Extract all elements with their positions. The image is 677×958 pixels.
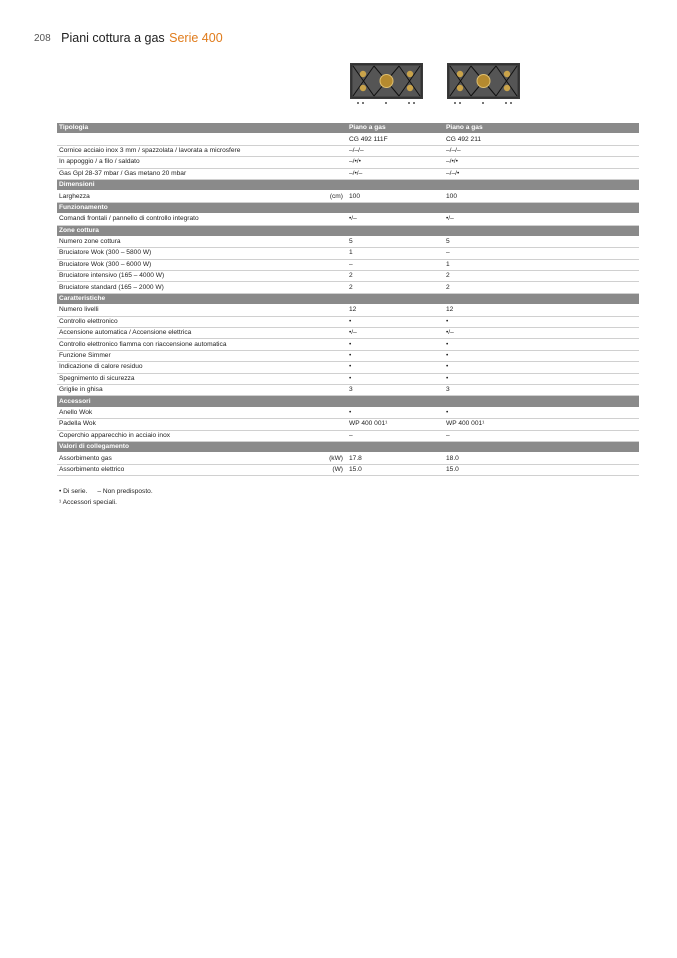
page-number: 208	[34, 33, 51, 44]
row-label: Bruciatore intensivo (165 – 4000 W)	[59, 272, 165, 280]
section-col3	[444, 202, 639, 213]
value-model-1: •	[347, 407, 444, 418]
row-label: Numero livelli	[59, 306, 99, 314]
value-model-2: 2	[444, 271, 639, 282]
section-col2: Piano a gas	[347, 123, 444, 134]
row-label-cell	[57, 305, 347, 316]
row-label: Funzione Simmer	[59, 352, 111, 359]
row-label: Assorbimento gas	[59, 454, 112, 462]
row-label: Anello Wok	[59, 408, 93, 416]
section-title: Caratteristiche	[57, 293, 347, 304]
section-col2	[347, 441, 444, 452]
value-model-2: 3	[444, 384, 639, 395]
section-col3	[444, 225, 639, 236]
value-model-2: 15.0	[444, 464, 639, 475]
table-row	[57, 134, 639, 145]
row-label-cell	[57, 362, 347, 373]
value-model-2: 12	[444, 305, 639, 316]
value-model-2: •/–	[444, 214, 639, 225]
table-row	[57, 271, 639, 282]
row-label-cell	[57, 328, 347, 339]
value-model-2: •	[444, 407, 639, 418]
value-model-1: •	[347, 362, 444, 373]
value-model-2: CG 492 211	[444, 134, 639, 145]
value-model-1: •	[347, 316, 444, 327]
table-row	[57, 305, 639, 316]
row-label-cell	[57, 419, 347, 430]
table-row	[57, 453, 639, 464]
row-label: Coperchio apparecchio in acciaio inox	[59, 431, 171, 439]
section-header	[57, 293, 639, 304]
row-label-cell	[57, 236, 347, 247]
table-row	[57, 407, 639, 418]
row-label: Controllo elettronico fiamma con riaccensione automatica	[59, 340, 227, 348]
note-series: • Di serie.	[59, 488, 88, 495]
table-row	[57, 350, 639, 361]
section-title: Valori di collegamento	[57, 441, 347, 452]
section-title: Zone cottura	[57, 225, 347, 236]
value-model-2: –	[444, 248, 639, 259]
table-row	[57, 362, 639, 373]
section-header	[57, 179, 639, 190]
row-label-cell	[57, 339, 347, 350]
section-col3	[444, 396, 639, 407]
value-model-2: –	[444, 430, 639, 441]
value-model-2: 100	[444, 191, 639, 202]
row-label-cell	[57, 248, 347, 259]
table-row	[57, 339, 639, 350]
row-label: Cornice acciaio inox 3 mm / spazzolata / lavorata a microsfere	[59, 146, 241, 154]
value-model-2: –/–/–	[444, 145, 639, 156]
table-row	[57, 328, 639, 339]
section-title: Accessori	[57, 396, 347, 407]
section-col2	[347, 396, 444, 407]
row-label: Assorbimento elettrico	[59, 465, 125, 473]
value-model-1: –/•/•	[347, 157, 444, 168]
value-model-2: 18.0	[444, 453, 639, 464]
value-model-2: •	[444, 339, 639, 350]
value-model-1: 100	[347, 191, 444, 202]
value-model-2: •	[444, 316, 639, 327]
section-col2	[347, 293, 444, 304]
value-model-1: •	[347, 339, 444, 350]
row-label-cell	[57, 384, 347, 395]
row-label: Bruciatore standard (165 – 2000 W)	[59, 283, 164, 291]
row-label-cell	[57, 453, 347, 464]
value-model-1: 2	[347, 282, 444, 293]
value-model-2: •	[444, 362, 639, 373]
series-label: Serie 400	[169, 31, 223, 45]
value-model-1: •	[347, 373, 444, 384]
table-row	[57, 464, 639, 475]
value-model-2: –/–/•	[444, 168, 639, 179]
value-model-1: 15.0	[347, 464, 444, 475]
note-not-available: – Non predisposto.	[97, 488, 153, 495]
value-model-2: 5	[444, 236, 639, 247]
value-model-2: •	[444, 373, 639, 384]
value-model-1: –	[347, 430, 444, 441]
value-model-1: •/–	[347, 328, 444, 339]
row-label: Spegnimento di sicurezza	[59, 374, 135, 382]
value-model-1: 1	[347, 248, 444, 259]
section-header	[57, 202, 639, 213]
table-row	[57, 236, 639, 247]
value-model-1: •/–	[347, 214, 444, 225]
section-col3: Piano a gas	[444, 123, 639, 134]
row-label-cell	[57, 271, 347, 282]
note-special: ¹ Accessori speciali.	[59, 498, 117, 506]
section-col3	[444, 293, 639, 304]
value-model-2: –/•/•	[444, 157, 639, 168]
spec-table	[57, 123, 639, 476]
row-label-cell	[57, 407, 347, 418]
page-header	[34, 29, 223, 47]
value-model-1: 12	[347, 305, 444, 316]
row-label: Gas Gpl 28-37 mbar / Gas metano 20 mbar	[59, 169, 187, 177]
value-model-1: –/•/–	[347, 168, 444, 179]
table-row	[57, 259, 639, 270]
row-label: Indicazione di calore residuo	[59, 363, 143, 371]
value-model-1: WP 400 001¹	[347, 419, 444, 430]
row-label-cell	[57, 430, 347, 441]
table-row	[57, 316, 639, 327]
table-row	[57, 191, 639, 202]
row-label-cell	[57, 214, 347, 225]
value-model-2: 2	[444, 282, 639, 293]
row-label: Bruciatore Wok (300 – 6000 W)	[59, 260, 152, 268]
table-row	[57, 168, 639, 179]
row-unit: (cm)	[329, 192, 343, 200]
row-label-cell	[57, 464, 347, 475]
value-model-1: –	[347, 259, 444, 270]
value-model-1: –/–/–	[347, 145, 444, 156]
value-model-1: 17.8	[347, 453, 444, 464]
value-model-1: 3	[347, 384, 444, 395]
section-col2	[347, 225, 444, 236]
table-row	[57, 384, 639, 395]
table-row	[57, 430, 639, 441]
row-label-cell	[57, 157, 347, 168]
table-row	[57, 373, 639, 384]
table-row	[57, 145, 639, 156]
table-row	[57, 282, 639, 293]
section-title: Tipologia	[57, 123, 347, 134]
row-label: Controllo elettronico	[59, 317, 118, 325]
value-model-2: WP 400 001¹	[444, 419, 639, 430]
row-label-cell	[57, 373, 347, 384]
section-col3	[444, 441, 639, 452]
row-label-cell	[57, 316, 347, 327]
page-title: Piani cottura a gas	[61, 31, 165, 45]
row-label-cell	[57, 134, 347, 145]
table-row	[57, 157, 639, 168]
row-unit: (kW)	[329, 454, 343, 462]
row-unit: (W)	[332, 465, 343, 473]
row-label: Accensione automatica / Accensione elettrica	[59, 329, 192, 337]
table-row	[57, 214, 639, 225]
row-label-cell	[57, 282, 347, 293]
row-label: Numero zone cottura	[59, 238, 121, 246]
row-label-cell	[57, 350, 347, 361]
row-label-cell	[57, 145, 347, 156]
cooktop-image-cg492111f	[350, 63, 423, 105]
section-header	[57, 225, 639, 236]
cooktop-image-cg492211	[447, 63, 520, 105]
section-col2	[347, 179, 444, 190]
section-header	[57, 123, 639, 134]
section-header	[57, 396, 639, 407]
row-label: Larghezza	[59, 192, 90, 200]
row-label: Bruciatore Wok (300 – 5800 W)	[59, 249, 152, 257]
footnotes	[59, 487, 153, 508]
row-label-cell	[57, 259, 347, 270]
table-row	[57, 248, 639, 259]
row-label: In appoggio / a filo / saldato	[59, 158, 140, 166]
section-col2	[347, 202, 444, 213]
value-model-1: 5	[347, 236, 444, 247]
value-model-2: •/–	[444, 328, 639, 339]
row-label: Padella Wok	[59, 420, 96, 428]
value-model-1: •	[347, 350, 444, 361]
row-label: Griglie in ghisa	[59, 386, 103, 394]
table-row	[57, 419, 639, 430]
section-title: Dimensioni	[57, 179, 347, 190]
value-model-2: 1	[444, 259, 639, 270]
section-col3	[444, 179, 639, 190]
row-label-cell	[57, 191, 347, 202]
value-model-2: •	[444, 350, 639, 361]
section-title: Funzionamento	[57, 202, 347, 213]
row-label-cell	[57, 168, 347, 179]
row-label: Comandi frontali / pannello di controllo integrato	[59, 215, 199, 223]
value-model-1: 2	[347, 271, 444, 282]
section-header	[57, 441, 639, 452]
value-model-1: CG 492 111F	[347, 134, 444, 145]
